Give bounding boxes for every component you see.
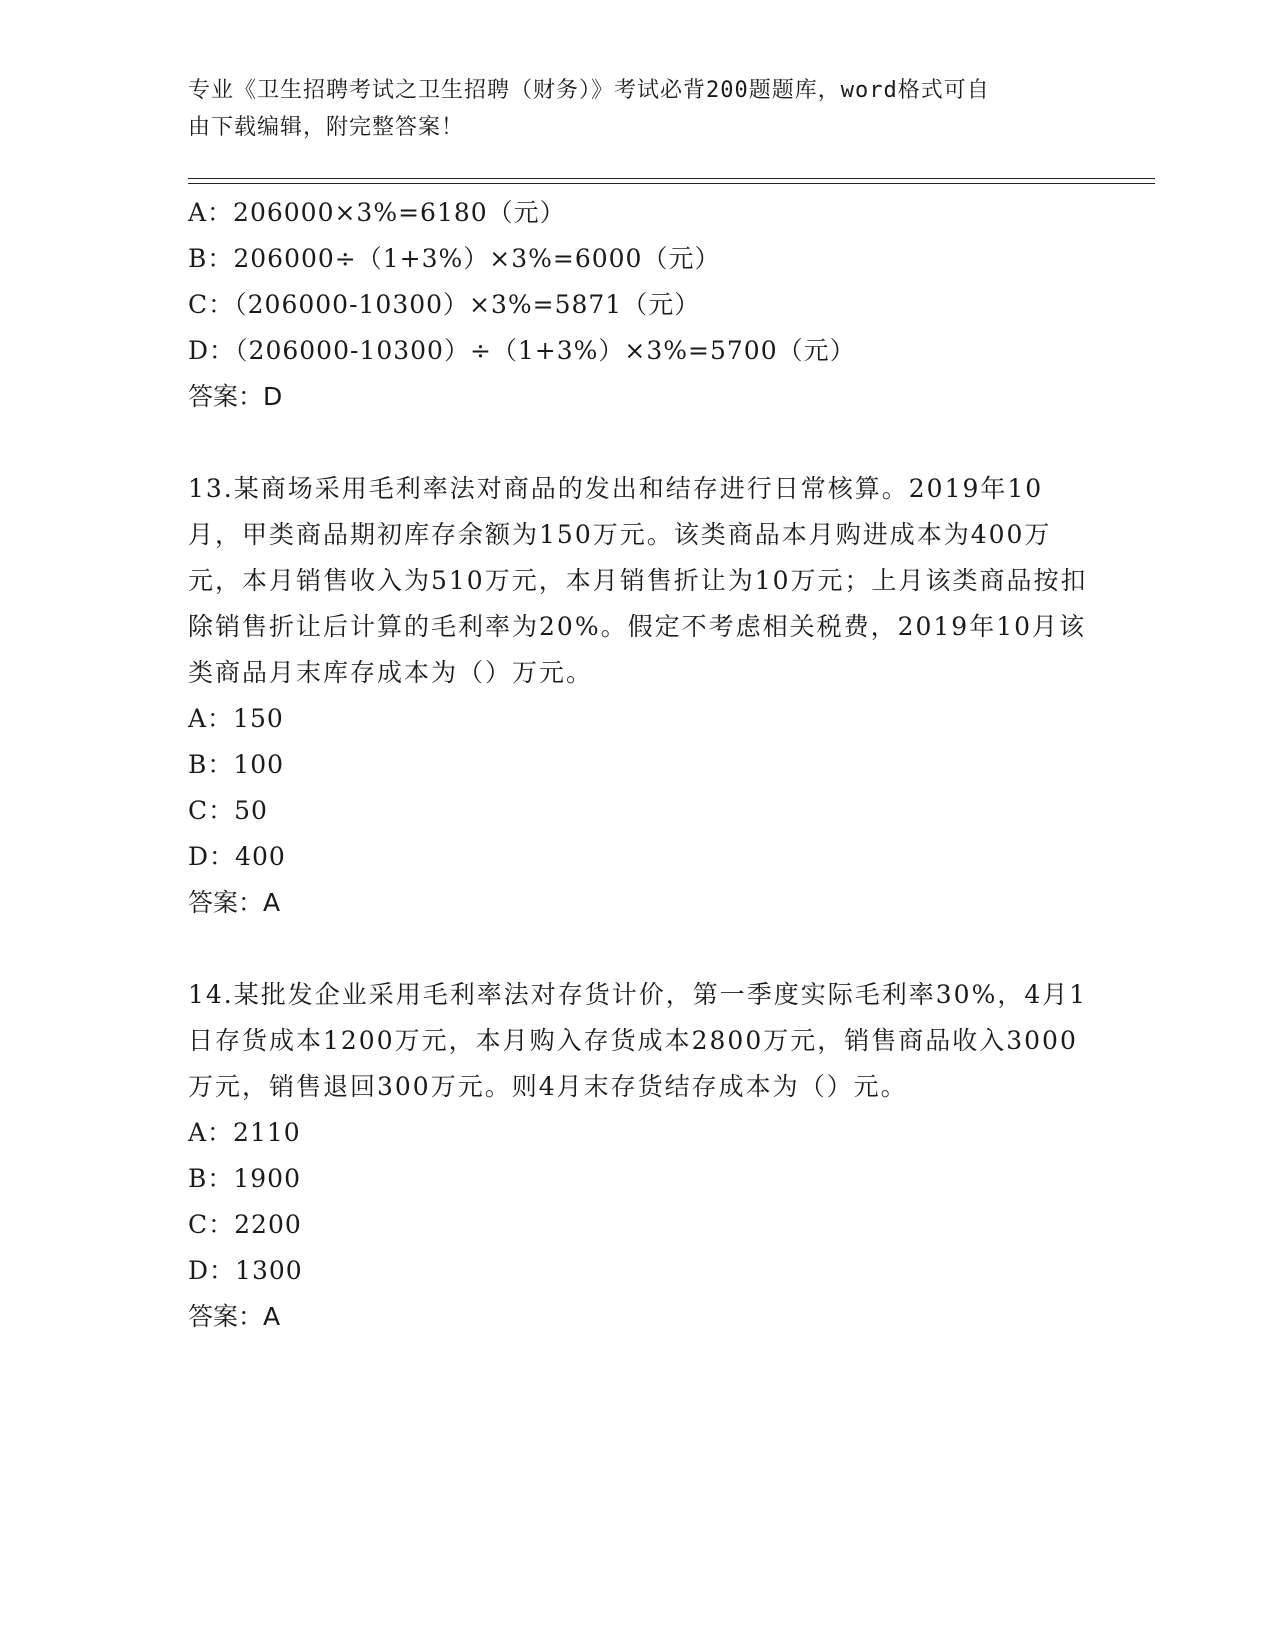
question-stem: 14.某批发企业采用毛利率法对存货计价，第一季度实际毛利率30%，4月1日存货成本1200万元，本月购入存货成本2800万元，销售商品收入3000万元，销售退回300万元。则4月末存货结存成本为（）元。 [188,980,1088,1101]
option-d: D：1300 [188,1256,303,1285]
option-c: C：2200 [188,1210,302,1239]
question-list [188,190,1088,1340]
question-stem: 13.某商场采用毛利率法对商品的发出和结存进行日常核算。2019年10月，甲类商品期初库存余额为150万元。该类商品本月购进成本为400万元，本月销售收入为510万元，本月销售折让为10万元；上月该类商品按扣除销售折让后计算的毛利率为20%。假定不考虑相关税费，2019年10月该类商品月末库存成本为（）万元。 [188,474,1088,687]
question-14 [188,972,1088,1340]
header-divider [188,178,1155,184]
option-a: A：150 [188,704,284,733]
answer: 答案：A [188,1302,281,1331]
answer: 答案：D [188,382,283,411]
spacer [188,926,1088,972]
option-b: B：100 [188,750,285,779]
option-d: D：400 [188,842,286,871]
header-line-2: 由下载编辑，附完整答案！ [188,115,465,140]
spacer [188,420,1088,466]
option-c: C：（206000-10300）×3%=5871（元） [188,290,701,319]
option-a: A：206000×3%=6180（元） [188,198,566,227]
header-line-1: 专业《卫生招聘考试之卫生招聘（财务）》考试必背200题题库，word格式可自 [188,78,990,103]
option-b: B：1900 [188,1164,301,1193]
option-c: C：50 [188,796,268,825]
option-d: D：（206000-10300）÷（1+3%）×3%=5700（元） [188,336,856,365]
question-13 [188,466,1088,926]
option-b: B：206000÷（1+3%）×3%=6000（元） [188,244,721,273]
question-12 [188,190,1088,420]
answer: 答案：A [188,888,281,917]
page-header [188,72,1068,146]
option-a: A：2110 [188,1118,301,1147]
